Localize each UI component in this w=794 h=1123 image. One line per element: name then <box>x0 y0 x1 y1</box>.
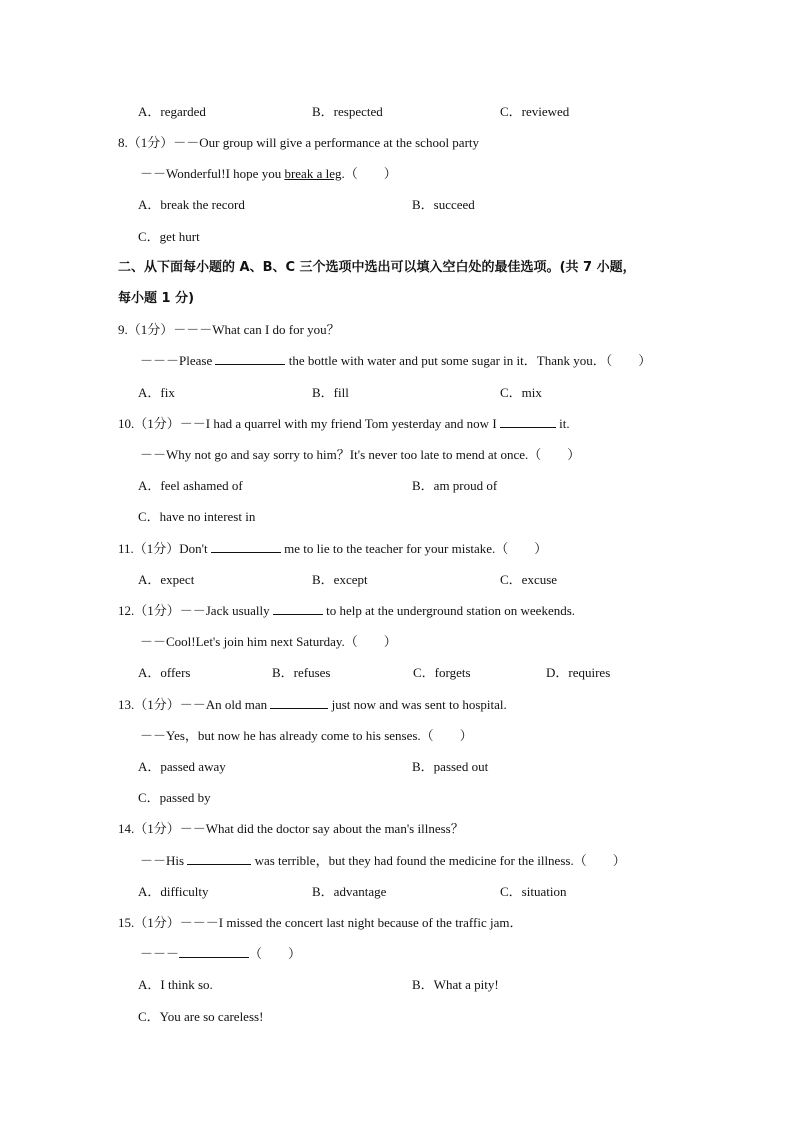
q14-reply-post: was terrible，but they had found the medicine for the illness.（ ） <box>251 853 626 868</box>
q12-reply: －－Cool!Let's join him next Saturday.（ ） <box>140 634 397 649</box>
q13-stem-post: just now and was sent to hospital. <box>328 697 507 712</box>
q9-stem: 9.（1分）－－－What can I do for you？ <box>118 322 340 337</box>
q14-answer-blank <box>187 852 251 865</box>
q7-option-b: B．respected <box>312 104 383 119</box>
q13-option-a: A．passed away <box>138 759 226 774</box>
q10-answer-blank <box>500 415 556 428</box>
q15-option-a: A．I think so. <box>138 977 213 992</box>
q15-reply-post: （ ） <box>249 946 302 961</box>
q9-option-c: C．mix <box>500 385 542 400</box>
q10-option-b: B．am proud of <box>412 478 498 493</box>
q7-option-c: C．reviewed <box>500 104 570 119</box>
q9-answer-blank <box>215 352 285 365</box>
q11-stem <box>118 540 547 558</box>
q12-stem-post: to help at the underground station on weekends. <box>322 603 576 618</box>
q14-reply-pre: －－His <box>140 853 188 868</box>
q13-reply: －－Yes，but now he has already come to his senses.（ ） <box>140 728 473 743</box>
q15-stem: 15.（1分）－－－I missed the concert last night because of the traffic jam． <box>118 915 523 930</box>
q13-answer-blank <box>270 696 328 709</box>
q12-stem <box>118 602 575 620</box>
q12-option-a: A．offers <box>138 665 191 680</box>
q11-stem-pre: 11.（1分）Don't <box>118 541 211 556</box>
q15-reply-pre: －－－ <box>140 946 180 961</box>
q7-option-a: A．regarded <box>138 104 206 119</box>
q14-reply <box>140 852 626 870</box>
q9-option-b: B．fill <box>312 385 349 400</box>
q11-stem-post: me to lie to the teacher for your mistake.（ ） <box>280 541 548 556</box>
q10-reply: －－Why not go and say sorry to him？It's never too late to mend at once.（ ） <box>140 447 581 462</box>
q8-reply-post: .（ ） <box>341 166 397 181</box>
q8-option-c: C．get hurt <box>138 229 200 244</box>
q11-answer-blank <box>211 540 281 553</box>
q11-option-c: C．excuse <box>500 572 558 587</box>
q12-option-b: B．refuses <box>272 665 331 680</box>
q13-option-c: C．passed by <box>138 790 211 805</box>
q14-option-b: B．advantage <box>312 884 387 899</box>
q15-option-b: B．What a pity! <box>412 977 499 992</box>
q8-stem: 8.（1分）－－Our group will give a performance at the school party <box>118 135 480 150</box>
q9-reply-pre: －－－Please <box>140 353 216 368</box>
q8-option-a: A．break the record <box>138 197 245 212</box>
q15-option-c: C．You are so careless! <box>138 1009 264 1024</box>
q12-option-d: D．requires <box>546 665 611 680</box>
q13-option-b: B．passed out <box>412 759 489 774</box>
q8-reply-underlined: break a leg <box>284 166 342 181</box>
q12-option-c: C．forgets <box>413 665 471 680</box>
q11-option-a: A．expect <box>138 572 195 587</box>
q8-reply-pre: －－Wonderful!I hope you <box>140 166 285 181</box>
q15-reply <box>140 945 301 963</box>
q10-option-a: A．feel ashamed of <box>138 478 243 493</box>
q12-stem-pre: 12.（1分）－－Jack usually <box>118 603 273 618</box>
q13-stem <box>118 696 507 714</box>
section-heading-line2: 每小题 1 分) <box>118 291 195 306</box>
q10-stem-pre: 10.（1分）－－I had a quarrel with my friend Tom yesterday and now I <box>118 416 500 431</box>
q8-reply <box>140 165 397 183</box>
q10-option-c: C．have no interest in <box>138 509 256 524</box>
q8-option-b: B．succeed <box>412 197 475 212</box>
q10-stem-post: it. <box>555 416 570 431</box>
section-heading-line1: 二、从下面每小题的 A、B、C 三个选项中选出可以填入空白处的最佳选项。(共 7 小题， <box>118 260 636 275</box>
q15-answer-blank <box>179 945 249 958</box>
q9-option-a: A．fix <box>138 385 175 400</box>
q9-reply-post: the bottle with water and put some sugar in it．Thank you．（ ） <box>285 353 652 368</box>
q14-option-c: C．situation <box>500 884 567 899</box>
q13-stem-pre: 13.（1分）－－An old man <box>118 697 271 712</box>
q9-reply <box>140 352 651 370</box>
q10-stem <box>118 415 570 433</box>
q11-option-b: B．except <box>312 572 368 587</box>
q14-stem: 14.（1分）－－What did the doctor say about the man's illness？ <box>118 821 464 836</box>
q12-answer-blank <box>273 602 323 615</box>
q14-option-a: A．difficulty <box>138 884 209 899</box>
